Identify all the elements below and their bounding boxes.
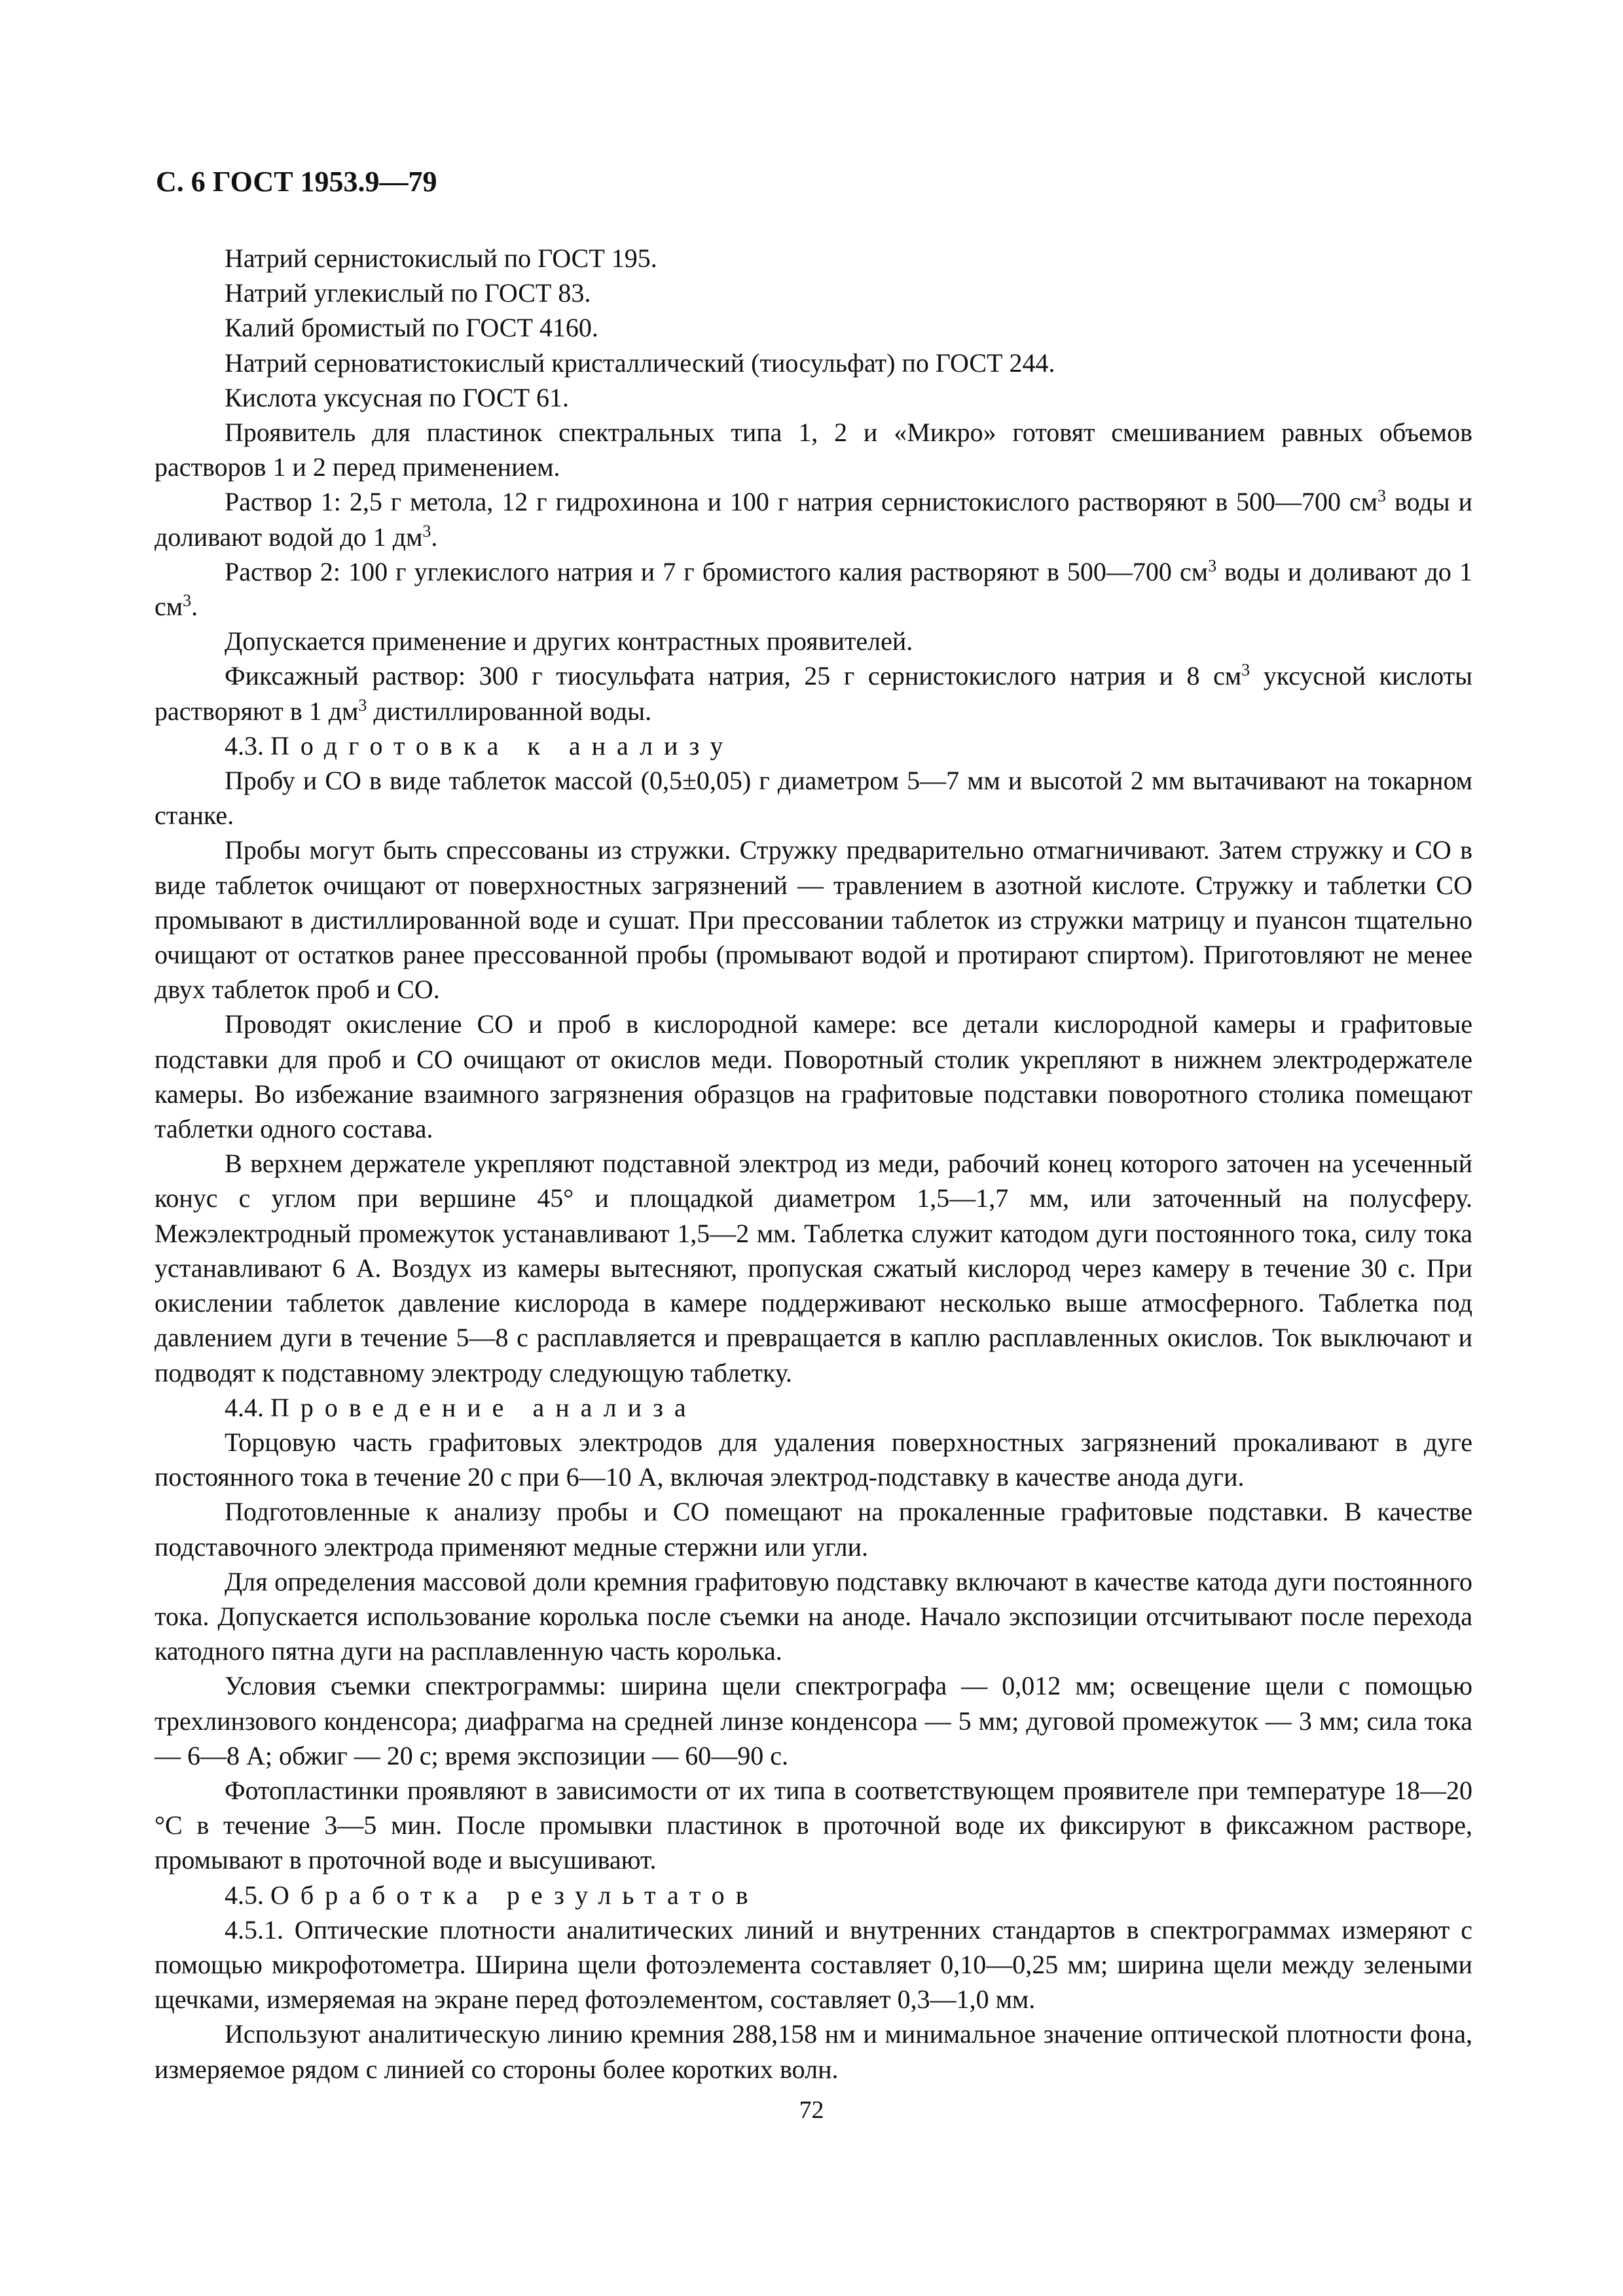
analysis-paragraph: Подготовленные к анализу пробы и СО помещают на прокаленные графитовые подставки. В качестве подставочного электрода применяют медные стержни или угли. bbox=[155, 1497, 1472, 1562]
document-body bbox=[155, 241, 1472, 2087]
reagent-line: Натрий сернистокислый по ГОСТ 195. bbox=[225, 243, 657, 273]
section-number: 4.3. bbox=[225, 730, 264, 761]
reagent-line: Кислота уксусная по ГОСТ 61. bbox=[225, 382, 569, 412]
analysis-paragraph: Фотопластинки проявляют в зависимости от их типа в соответствующем проявителе при температуре 18—20 °С в течение 3—5 мин. После промывки пластинок в проточной воде их фиксируют в фиксажном растворе, промывают в проточной воде и высушивают. bbox=[155, 1775, 1472, 1875]
developer-intro-paragraph: Проявитель для пластинок спектральных типа 1, 2 и «Микро» готовят смешиванием равных объемов растворов 1 и 2 перед применением. bbox=[155, 418, 1472, 482]
prep-paragraph: Пробу и СО в виде таблеток массой (0,5±0,05) г диаметром 5—7 мм и высотой 2 мм вытачивают на токарном станке. bbox=[155, 766, 1472, 831]
results-paragraph: 4.5.1. Оптические плотности аналитических линий и внутренних стандартов в спектрограммах измеряют с помощью микрофотометра. Ширина щели фотоэлемента составляет 0,10—0,25 мм; ширина щели между зелеными щечками, измеряемая на экране перед фотоэлементом, составляет 0,3—1,0 мм. bbox=[155, 1914, 1472, 2015]
section-heading-4-5 bbox=[155, 1878, 1472, 1912]
solution-2-paragraph: Раствор 2: 100 г углекислого натрия и 7 г бромистого калия растворяют в 500—700 $см^3$ воды и доливают до 1 $см^3$. bbox=[155, 556, 1473, 622]
section-title: Подготовка к анализу bbox=[270, 730, 735, 761]
analysis-paragraph: Торцовую часть графитовых электродов для удаления поверхностных загрязнений прокаливают в дуге постоянного тока в течение 20 с при 6—10 А, включая электрод-подставку в качестве анода дуги. bbox=[155, 1427, 1472, 1492]
other-developers-paragraph: Допускается применение и других контрастных проявителей. bbox=[225, 626, 913, 656]
page-header: С. 6 ГОСТ 1953.9—79 bbox=[156, 166, 437, 198]
section-title: Обработка результатов bbox=[270, 1880, 759, 1910]
prep-paragraph: Пробы могут быть спрессованы из стружки. Стружку предварительно отмагничивают. Затем стружку и СО в виде таблеток очищают от поверхностных загрязнений — травлением в азотной кислоте. Стружку и таблетки СО промывают в дистиллированной воде и сушат. При прессовании таблеток из стружки матрицу и пуансон тщательно очищают от остатков ранее прессованной пробы (промывают водой и протирают спиртом). Приготовляют не менее двух таблеток проб и СО. bbox=[155, 835, 1472, 1005]
section-heading-4-3 bbox=[155, 728, 1472, 763]
section-title: Проведение анализа bbox=[270, 1392, 697, 1422]
prep-paragraph: Проводят окисление СО и проб в кислородной камере: все детали кислородной камеры и графитовые подставки для проб и СО очищают от окислов меди. Поворотный столик укрепляют в нижнем электродержателе камеры. Во избежание взаимного загрязнения образцов на графитовые подставки поворотного столика помещают таблетки одного состава. bbox=[155, 1009, 1472, 1144]
reagent-line: Натрий углекислый по ГОСТ 83. bbox=[225, 278, 591, 308]
results-paragraph: Используют аналитическую линию кремния 288,158 нм и минимальное значение оптической плотности фона, измеряемое рядом с линией со стороны более коротких волн. bbox=[155, 2019, 1472, 2084]
section-number: 4.4. bbox=[225, 1392, 264, 1422]
fixer-paragraph: Фиксажный раствор: 300 г тиосульфата натрия, 25 г сернистокислого натрия и 8 $см^3$ уксусной кислоты растворяют в 1 $дм^3$ дистиллированной воды. bbox=[155, 660, 1472, 726]
reagent-line: Натрий серноватистокислый кристаллический (тиосульфат) по ГОСТ 244. bbox=[225, 348, 1055, 378]
reagent-line: Калий бромистый по ГОСТ 4160. bbox=[225, 313, 598, 343]
section-heading-4-4 bbox=[155, 1390, 1472, 1425]
section-number: 4.5. bbox=[225, 1880, 264, 1910]
solution-1-paragraph: Раствор 1: 2,5 г метола, 12 г гидрохинона и 100 г натрия сернистокислого растворяют в 500—700 $см^3$ воды и доливают водой до 1 $дм^3$. bbox=[155, 486, 1473, 552]
analysis-paragraph: Для определения массовой доли кремния графитовую подставку включают в качестве катода дуги постоянного тока. Допускается использование королька после съемки на аноде. Начало экспозиции отсчитывают после перехода катодного пятна дуги на расплавленную часть королька. bbox=[155, 1566, 1472, 1666]
analysis-paragraph: Условия съемки спектрограммы: ширина щели спектрографа — 0,012 мм; освещение щели с помощью трехлинзового конденсора; диафрагма на средней линзе конденсора — 5 мм; дуговой промежуток — 3 мм; сила тока — 6—8 А; обжиг — 20 с; время экспозиции — 60—90 с. bbox=[155, 1671, 1472, 1770]
prep-paragraph: В верхнем держателе укрепляют подставной электрод из меди, рабочий конец которого заточен на усеченный конус с углом при вершине 45° и площадкой диаметром 1,5—1,7 мм, или заточенный на полусферу. Межэлектродный промежуток устанавливают 1,5—2 мм. Таблетка служит катодом дуги постоянного тока, силу тока устанавливают 6 А. Воздух из камеры вытесняют, пропуская сжатый кислород через камеру в течение 30 с. При окислении таблеток давление кислорода в камере поддерживают несколько выше атмосферного. Таблетка под давлением дуги в течение 5—8 с расплавляется и превращается в каплю расплавленных окислов. Ток выключают и подводят к подставному электроду следующую таблетку. bbox=[155, 1149, 1472, 1388]
page-number: 72 bbox=[799, 2096, 824, 2124]
